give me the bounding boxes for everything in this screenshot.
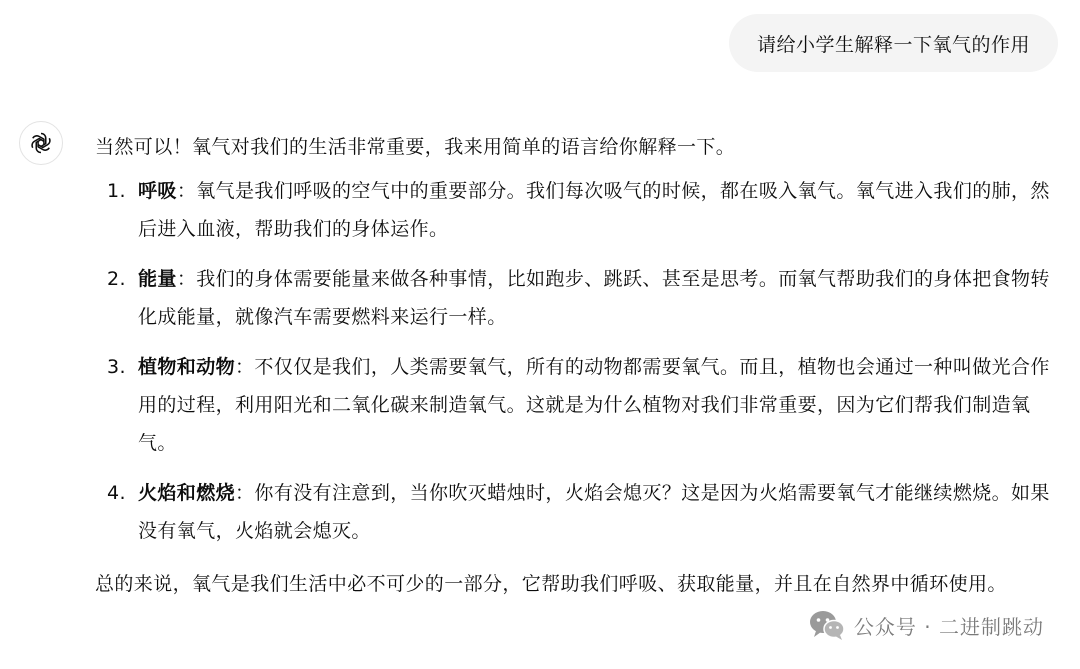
- list-item: [95, 172, 1055, 248]
- list-item: [95, 474, 1055, 550]
- openai-logo-icon: [28, 130, 54, 156]
- list-item-text: ：我们的身体需要能量来做各种事情，比如跑步、跳跃、甚至是思考。而氧气帮助我们的身体把食物转化成能量，就像汽车需要燃料来运行一样。: [138, 268, 1050, 328]
- list-item-title: 能量: [138, 268, 177, 290]
- watermark: [804, 606, 1048, 644]
- list-item: [95, 348, 1055, 462]
- reply-summary: 总的来说，氧气是我们生活中必不可少的一部分，它帮助我们呼吸、获取能量，并且在自然界中循环使用。: [95, 573, 1007, 595]
- list-item: [95, 260, 1055, 336]
- reply-intro: 当然可以！氧气对我们的生活非常重要，我来用简单的语言给你解释一下。: [95, 136, 736, 158]
- list-item-title: 火焰和燃烧: [138, 482, 236, 504]
- assistant-avatar: [19, 121, 63, 165]
- list-item-text: ：你有没有注意到，当你吹灭蜡烛时，火焰会熄灭？这是因为火焰需要氧气才能继续燃烧。如果没有氧气，火焰就会熄灭。: [138, 482, 1050, 542]
- assistant-reply: [95, 128, 1055, 603]
- list-item-number: 3.: [107, 356, 126, 378]
- user-message-bubble: [729, 14, 1058, 72]
- list-item-text: ：氧气是我们呼吸的空气中的重要部分。我们每次吸气的时候，都在吸入氧气。氧气进入我们的肺，然后进入血液，帮助我们的身体运作。: [138, 180, 1050, 240]
- watermark-text: 公众号 · 二进制跳动: [853, 614, 1044, 639]
- wechat-icon: [808, 608, 846, 642]
- list-item-number: 2.: [107, 268, 126, 290]
- list-item-number: 4.: [107, 482, 126, 504]
- reply-list: [95, 172, 1055, 550]
- list-item-title: 植物和动物: [138, 356, 236, 378]
- list-item-number: 1.: [107, 180, 126, 202]
- list-item-title: 呼吸: [138, 180, 177, 202]
- user-message-text: 请给小学生解释一下氧气的作用: [756, 33, 1030, 56]
- list-item-text: ：不仅仅是我们，人类需要氧气，所有的动物都需要氧气。而且，植物也会通过一种叫做光合作用的过程，利用阳光和二氧化碳来制造氧气。这就是为什么植物对我们非常重要，因为它们帮我们制造氧气。: [138, 356, 1050, 454]
